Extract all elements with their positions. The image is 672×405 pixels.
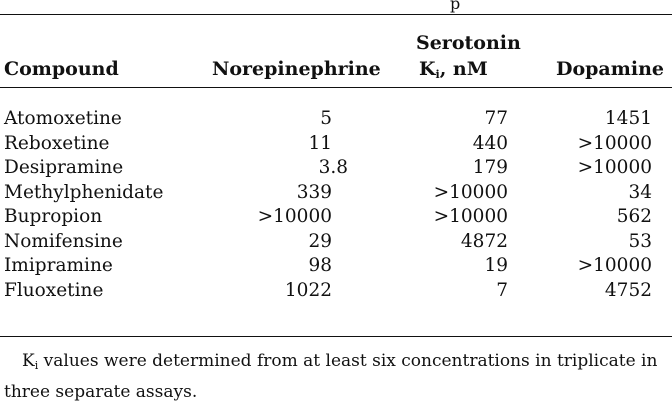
cell-norepinephrine: 5 bbox=[320, 108, 332, 129]
cell-norepinephrine: 11 bbox=[308, 132, 332, 154]
cell-dopamine: 53 bbox=[628, 230, 652, 252]
cell-serotonin: 440 bbox=[472, 132, 508, 154]
cell-norepinephrine: 1022 bbox=[284, 279, 332, 301]
header-serotonin: Serotonin bbox=[416, 32, 521, 54]
cell-dopamine: >10000 bbox=[577, 157, 652, 178]
cell-compound: Bupropion bbox=[4, 206, 103, 227]
footnote-k: K bbox=[22, 351, 35, 371]
cell-serotonin: 77 bbox=[484, 108, 508, 129]
cell-compound: Imipramine bbox=[4, 255, 113, 276]
header-norepinephrine: Norepinephrine bbox=[212, 58, 381, 80]
cell-norepinephrine: 29 bbox=[308, 230, 332, 252]
header-rule bbox=[0, 87, 672, 88]
cell-dopamine: 34 bbox=[628, 181, 652, 203]
cell-serotonin: >10000 bbox=[433, 181, 508, 203]
cell-dopamine: >10000 bbox=[577, 255, 652, 276]
top-rule bbox=[0, 14, 672, 15]
bottom-rule bbox=[0, 336, 672, 337]
ki-rest: , nM bbox=[439, 58, 488, 80]
cell-dopamine: 562 bbox=[616, 206, 652, 227]
cell-dopamine: 4752 bbox=[604, 279, 652, 301]
cell-serotonin: 179 bbox=[472, 157, 508, 178]
header-ki-unit bbox=[419, 58, 488, 81]
cell-norepinephrine: 98 bbox=[308, 255, 332, 276]
header-compound: Compound bbox=[4, 58, 119, 80]
footnote bbox=[4, 348, 672, 405]
table-caption-fragment: p bbox=[450, 0, 461, 13]
ki-sub: i bbox=[435, 68, 440, 81]
cell-compound: Desipramine bbox=[4, 157, 124, 178]
cell-serotonin: >10000 bbox=[433, 206, 508, 227]
header-dopamine: Dopamine bbox=[556, 58, 664, 80]
cell-dopamine: >10000 bbox=[577, 132, 652, 154]
footnote-sub: i bbox=[34, 359, 39, 372]
cell-serotonin: 19 bbox=[484, 255, 508, 276]
cell-serotonin: 4872 bbox=[460, 230, 508, 252]
cell-compound: Nomifensine bbox=[4, 230, 123, 252]
cell-compound: Reboxetine bbox=[4, 132, 110, 154]
cell-compound: Atomoxetine bbox=[4, 108, 122, 129]
cell-compound: Methylphenidate bbox=[4, 181, 164, 203]
cell-dopamine: 1451 bbox=[604, 108, 652, 129]
ki-k: K bbox=[419, 58, 436, 80]
cell-serotonin: 7 bbox=[496, 279, 508, 301]
cell-compound: Fluoxetine bbox=[4, 279, 104, 301]
cell-norepinephrine: 339 bbox=[296, 181, 332, 203]
footnote-text: values were determined from at least six concentrations in triplicate in three separate assays. bbox=[4, 351, 658, 402]
cell-norepinephrine: 3.8 bbox=[318, 157, 348, 178]
cell-norepinephrine: >10000 bbox=[257, 206, 332, 227]
